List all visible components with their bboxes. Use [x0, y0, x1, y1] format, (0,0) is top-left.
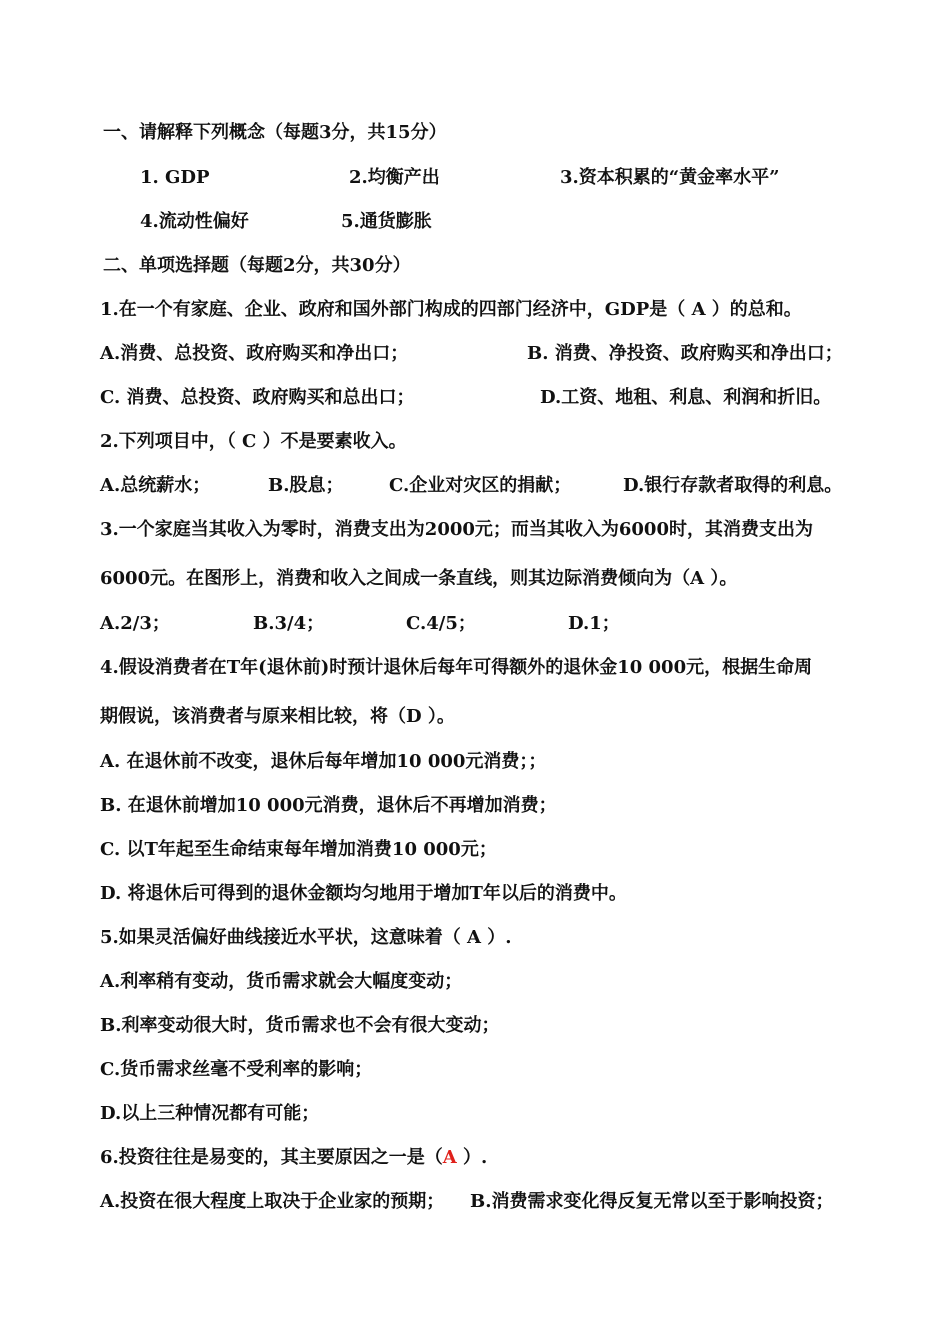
q3-stem-line-2: 6000元。在图形上，消费和收入之间成一条直线，则其边际消费倾向为（A ）。: [100, 568, 738, 589]
q3-option-b: B.3/4；: [253, 613, 325, 634]
q4-option-d: D. 将退休后可得到的退休金额均匀地用于增加T年以后的消费中。: [100, 883, 627, 904]
q3-option-c: C.4/5；: [406, 613, 476, 634]
q3-option-a: A.2/3；: [100, 613, 170, 634]
q2-option-b: B.股息；: [268, 475, 344, 496]
q4-option-c: C. 以T年起至生命结束每年增加消费10 000元；: [100, 839, 497, 860]
q2-stem: 2.下列项目中，（ C ）不是要素收入。: [100, 431, 407, 452]
q6-option-a: A.投资在很大程度上取决于企业家的预期；: [100, 1191, 445, 1212]
q1-option-b: B. 消费、净投资、政府购买和净出口；: [527, 343, 843, 364]
q3-stem-line-1: 3.一个家庭当其收入为零时，消费支出为2000元；而当其收入为6000时，其消费支出为: [100, 519, 813, 540]
q1-stem: 1.在一个有家庭、企业、政府和国外部门构成的四部门经济中，GDP是（ A ）的总和。: [100, 299, 802, 320]
q6-stem: [100, 1147, 487, 1169]
q5-option-d: D.以上三种情况都有可能；: [100, 1103, 320, 1124]
q1-option-a: A.消费、总投资、政府购买和净出口；: [100, 343, 409, 364]
concept-2: 2.均衡产出: [349, 167, 440, 188]
q4-option-a: A. 在退休前不改变，退休后每年增加10 000元消费；；: [100, 751, 547, 772]
q2-option-a: A.总统薪水；: [100, 475, 211, 496]
q2-option-c: C.企业对灾区的捐献；: [389, 475, 572, 496]
q6-answer: A: [442, 1147, 457, 1168]
q5-option-c: C.货币需求丝毫不受利率的影响；: [100, 1059, 373, 1080]
q3-option-d: D.1；: [568, 613, 620, 634]
q6-stem-post: ）.: [456, 1147, 488, 1168]
q6-option-b: B.消费需求变化得反复无常以至于影响投资；: [470, 1191, 834, 1212]
q4-stem-line-1: 4.假设消费者在T年(退休前)时预计退休后每年可得额外的退休金10 000元，根据生命周: [100, 657, 813, 678]
q5-option-a: A.利率稍有变动，货币需求就会大幅度变动；: [100, 971, 463, 992]
q5-option-b: B.利率变动很大时，货币需求也不会有很大变动；: [100, 1015, 500, 1036]
q4-stem-line-2: 期假说，该消费者与原来相比较，将（D ）。: [100, 706, 455, 727]
section-2-title: 二、单项选择题（每题2分，共30分）: [103, 255, 411, 276]
q4-option-b: B. 在退休前增加10 000元消费，退休后不再增加消费；: [100, 795, 557, 816]
concept-5: 5.通货膨胀: [341, 211, 432, 232]
concept-3: 3.资本积累的“黄金率水平”: [560, 167, 780, 188]
q6-stem-pre: 6.投资往往是易变的，其主要原因之一是（: [100, 1147, 443, 1168]
concept-1: 1. GDP: [140, 167, 210, 188]
q1-option-d: D.工资、地租、利息、利润和折旧。: [540, 387, 832, 408]
section-1-title: 一、请解释下列概念（每题3分，共15分）: [103, 122, 447, 143]
q5-stem: 5.如果灵活偏好曲线接近水平状，这意味着（ A ）.: [100, 927, 512, 948]
q1-option-c: C. 消费、总投资、政府购买和总出口；: [100, 387, 415, 408]
concept-4: 4.流动性偏好: [140, 211, 249, 232]
q2-option-d: D.银行存款者取得的利息。: [623, 475, 843, 496]
